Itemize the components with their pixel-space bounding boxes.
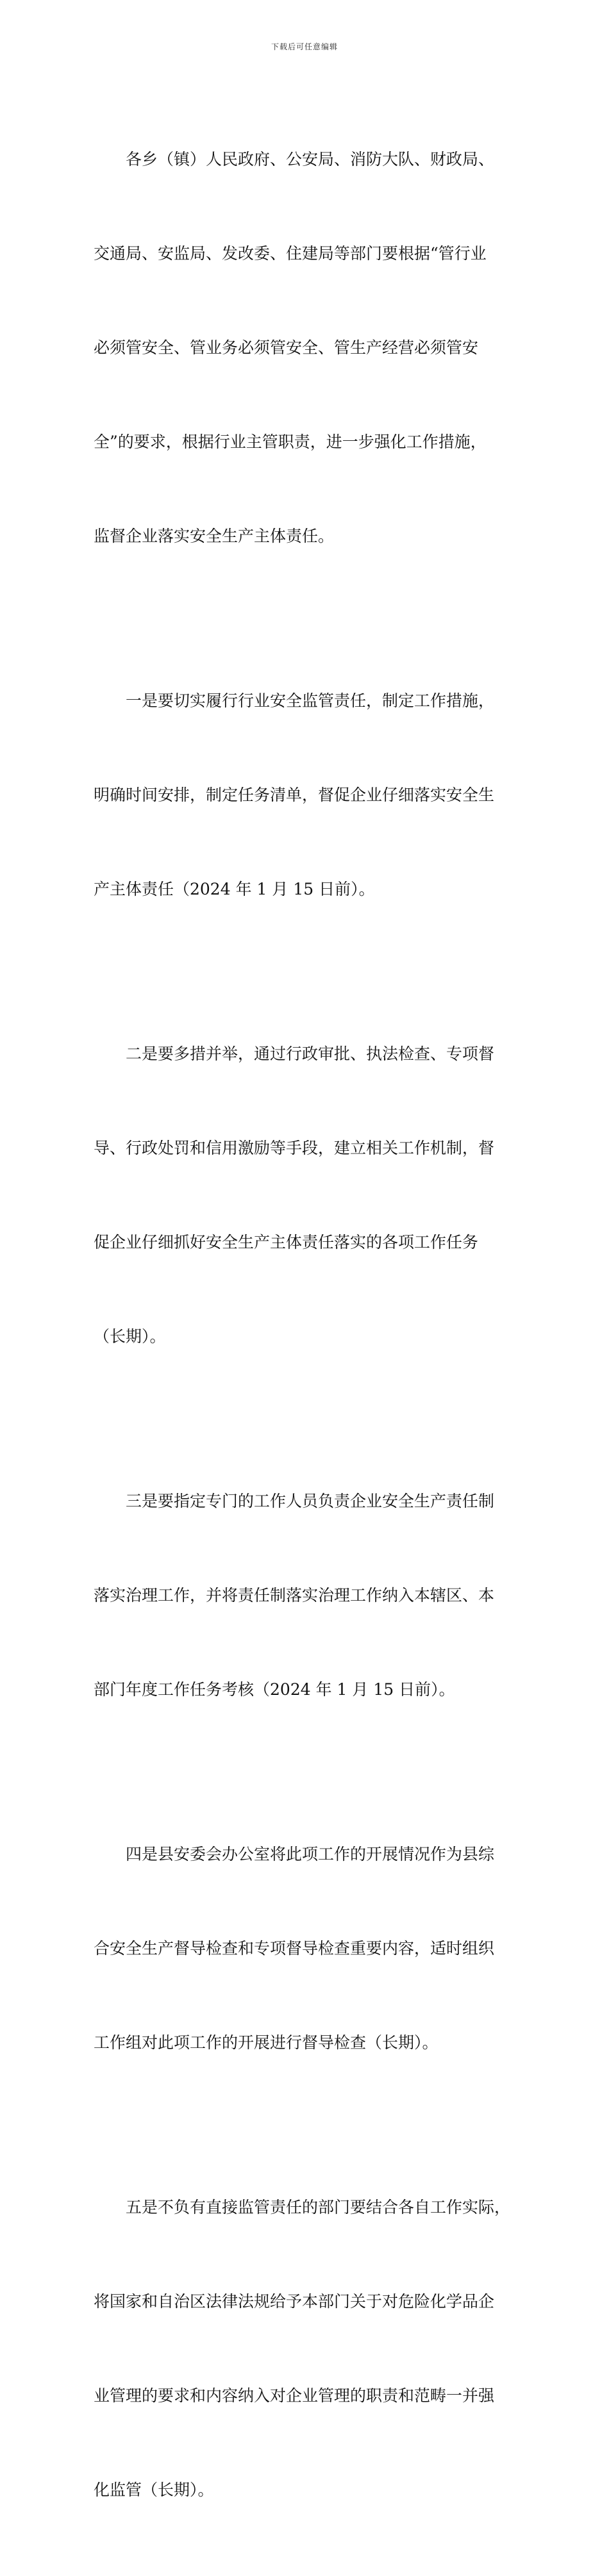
header-note: 下载后可任意编辑 <box>271 42 338 51</box>
text-line: 全”的要求，根据行业主管职责，进一步强化工作措施， <box>94 433 487 451</box>
text-line: 五是不负有直接监管责任的部门要结合各自工作实际， <box>126 2198 511 2217</box>
paragraph-item-4 <box>94 1776 521 2121</box>
document-body <box>94 81 521 2576</box>
text-line: 业管理的要求和内容纳入对企业管理的职责和范畴一并强 <box>94 2386 495 2405</box>
text-line: 合安全生产督导检查和专项督导检查重要内容，适时组织 <box>94 1939 495 1958</box>
text-line: 产主体责任（2024 年 1 月 15 日前）。 <box>94 880 375 898</box>
paragraph-intro <box>94 81 521 615</box>
paragraph-item-2 <box>94 975 521 1415</box>
text-line: 部门年度工作任务考核（2024 年 1 月 15 日前）。 <box>94 1680 455 1699</box>
paragraph-item-5 <box>94 2129 521 2568</box>
text-line: 化监管（长期）。 <box>94 2481 214 2499</box>
text-line: （长期）。 <box>94 1327 166 1346</box>
text-line: 必须管安全、管业务必须管安全、管生产经营必须管安 <box>94 338 479 357</box>
text-line: 二是要多措并举，通过行政审批、执法检查、专项督 <box>126 1044 495 1063</box>
text-line: 工作组对此项工作的开展进行督导检查（长期）。 <box>94 2033 438 2052</box>
text-line: 落实治理工作，并将责任制落实治理工作纳入本辖区、本 <box>94 1586 495 1605</box>
text-line: 促企业仔细抓好安全生产主体责任落实的各项工作任务 <box>94 1233 479 1251</box>
text-line: 四是县安委会办公室将此项工作的开展情况作为县综 <box>126 1845 495 1863</box>
text-line: 将国家和自治区法律法规给予本部门关于对危险化学品企 <box>94 2292 495 2311</box>
text-line: 各乡（镇）人民政府、公安局、消防大队、财政局、 <box>126 150 495 169</box>
text-line: 一是要切实履行行业安全监管责任，制定工作措施， <box>126 691 495 710</box>
text-line: 交通局、安监局、发改委、住建局等部门要根据“管行业 <box>94 244 487 263</box>
paragraph-item-1 <box>94 622 521 968</box>
text-line: 明确时间安排，制定任务清单，督促企业仔细落实安全生 <box>94 786 495 804</box>
text-line: 三是要指定专门的工作人员负责企业安全生产责任制 <box>126 1492 495 1510</box>
text-line: 导、行政处罚和信用激励等手段，建立相关工作机制，督 <box>94 1139 495 1157</box>
paragraph-item-3 <box>94 1423 521 1768</box>
text-line: 监督企业落实安全生产主体责任。 <box>94 527 335 545</box>
